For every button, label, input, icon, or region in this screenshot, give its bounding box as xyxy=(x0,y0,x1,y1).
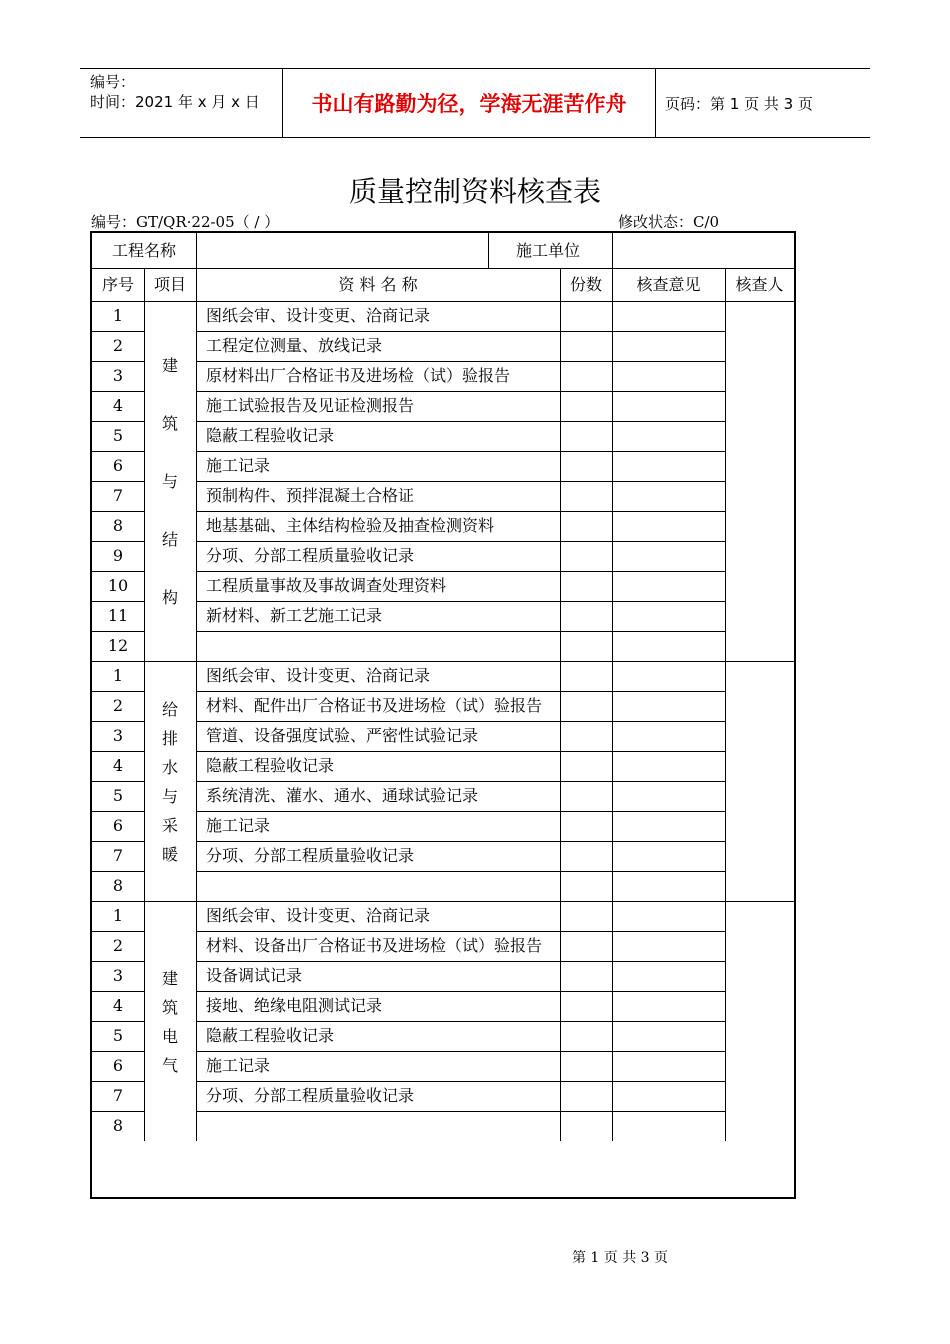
date-label: 时间：2021 年 x 月 x 日 xyxy=(90,93,260,111)
row-material-name: 地基基础、主体结构检验及抽查检测资料 xyxy=(206,516,495,535)
construction-unit-label: 施工单位 xyxy=(515,241,580,260)
row-seq: 7 xyxy=(112,1086,124,1105)
column-header-copies: 份数 xyxy=(569,275,602,294)
row-material-name: 隐蔽工程验收记录 xyxy=(206,756,335,775)
row-seq: 4 xyxy=(112,996,124,1015)
row-material-name xyxy=(206,1111,552,1141)
column-header-item: 项目 xyxy=(153,275,186,294)
group-label-char: 排 xyxy=(161,728,178,748)
row-seq: 6 xyxy=(112,1056,124,1075)
row-seq: 1 xyxy=(112,306,124,325)
table-rule xyxy=(488,233,489,268)
column-header-opinion: 核查意见 xyxy=(636,275,701,294)
row-material-name: 材料、配件出厂合格证书及进场检（试）验报告 xyxy=(206,696,543,715)
group-label-char: 筑 xyxy=(161,997,178,1017)
row-seq: 3 xyxy=(112,366,124,385)
row-seq: 8 xyxy=(112,1116,124,1135)
number-label: 编号： xyxy=(90,73,136,91)
group-label-char: 水 xyxy=(161,757,178,777)
page-title: 质量控制资料核查表 xyxy=(348,175,601,208)
row-seq: 7 xyxy=(112,846,124,865)
group-label-char: 建 xyxy=(161,356,178,375)
column-header-seq: 序号 xyxy=(101,275,134,294)
quality-check-table xyxy=(90,231,796,1199)
row-seq: 5 xyxy=(112,1026,124,1045)
row-seq: 6 xyxy=(112,456,124,475)
row-seq: 9 xyxy=(112,546,124,565)
table-rule xyxy=(725,268,726,1141)
row-material-name: 接地、绝缘电阻测试记录 xyxy=(206,996,383,1015)
row-seq: 5 xyxy=(112,426,124,445)
page-footer: 第 1 页 共 3 页 xyxy=(571,1250,669,1266)
group-label-char: 构 xyxy=(161,588,178,607)
column-header-material: 资 料 名 称 xyxy=(338,275,418,294)
table-rule xyxy=(612,233,613,268)
group-label-char: 采 xyxy=(161,815,178,835)
table-rule xyxy=(560,268,561,1141)
row-material-name xyxy=(206,871,552,901)
row-material-name: 系统清洗、灌水、通水、通球试验记录 xyxy=(206,786,479,805)
page-header xyxy=(80,68,870,138)
table-rule xyxy=(144,268,145,1141)
group-label-char: 暖 xyxy=(161,844,178,864)
row-material-name: 图纸会审、设计变更、洽商记录 xyxy=(206,906,431,925)
group-label-char: 给 xyxy=(161,699,178,719)
row-material-name: 新材料、新工艺施工记录 xyxy=(206,606,383,625)
row-seq: 11 xyxy=(107,606,129,625)
row-seq: 4 xyxy=(112,396,124,415)
row-seq: 4 xyxy=(112,756,124,775)
table-rule xyxy=(612,268,613,1141)
row-material-name: 施工记录 xyxy=(206,456,271,475)
row-material-name: 图纸会审、设计变更、洽商记录 xyxy=(206,666,431,685)
row-material-name: 原材料出厂合格证书及进场检（试）验报告 xyxy=(206,366,511,385)
table-rule xyxy=(196,268,197,1141)
row-seq: 2 xyxy=(112,936,124,955)
table-rule xyxy=(92,268,794,269)
group-label-char: 气 xyxy=(161,1055,178,1075)
row-material-name: 材料、设备出厂合格证书及进场检（试）验报告 xyxy=(206,936,543,955)
row-seq: 8 xyxy=(112,876,124,895)
group-label-char: 建 xyxy=(161,968,178,988)
row-material-name: 工程质量事故及事故调查处理资料 xyxy=(206,576,447,595)
group-label-char: 与 xyxy=(161,786,178,806)
row-material-name: 分项、分部工程质量验收记录 xyxy=(206,846,415,865)
row-material-name: 图纸会审、设计变更、洽商记录 xyxy=(206,306,431,325)
row-seq: 7 xyxy=(112,486,124,505)
project-name-label: 工程名称 xyxy=(111,241,176,260)
row-seq: 3 xyxy=(112,726,124,745)
column-header-checker: 核查人 xyxy=(735,275,784,294)
row-seq: 1 xyxy=(112,906,124,925)
row-material-name: 施工记录 xyxy=(206,1056,271,1075)
row-seq: 8 xyxy=(112,516,124,535)
table-rule xyxy=(196,233,197,268)
row-material-name: 工程定位测量、放线记录 xyxy=(206,336,383,355)
row-seq: 2 xyxy=(112,696,124,715)
motto: 书山有路勤为径，学海无涯苦作舟 xyxy=(282,69,656,137)
row-material-name: 管道、设备强度试验、严密性试验记录 xyxy=(206,726,479,745)
row-seq: 2 xyxy=(112,336,124,355)
page-info: 页码：第 1 页 共 3 页 xyxy=(665,94,813,113)
group-label-char: 与 xyxy=(161,472,178,491)
revision-status: 修改状态：C/0 xyxy=(618,213,720,231)
group-label-char: 电 xyxy=(161,1026,178,1046)
row-seq: 12 xyxy=(107,636,129,655)
row-seq: 5 xyxy=(112,786,124,805)
row-seq: 10 xyxy=(107,576,129,595)
row-material-name: 施工记录 xyxy=(206,816,271,835)
header-meta xyxy=(80,69,282,137)
doc-code: 编号：GT/QR·22-05（ / ） xyxy=(91,213,280,231)
row-seq: 3 xyxy=(112,966,124,985)
row-material-name: 设备调试记录 xyxy=(206,966,303,985)
row-seq: 1 xyxy=(112,666,124,685)
row-material-name: 隐蔽工程验收记录 xyxy=(206,1026,335,1045)
row-material-name: 分项、分部工程质量验收记录 xyxy=(206,546,415,565)
group-label-char: 筑 xyxy=(161,414,178,433)
row-material-name: 分项、分部工程质量验收记录 xyxy=(206,1086,415,1105)
row-seq: 6 xyxy=(112,816,124,835)
row-material-name: 施工试验报告及见证检测报告 xyxy=(206,396,415,415)
row-material-name: 预制构件、预拌混凝土合格证 xyxy=(206,486,415,505)
group-label-char: 结 xyxy=(161,530,178,549)
row-material-name xyxy=(206,631,552,661)
row-material-name: 隐蔽工程验收记录 xyxy=(206,426,335,445)
